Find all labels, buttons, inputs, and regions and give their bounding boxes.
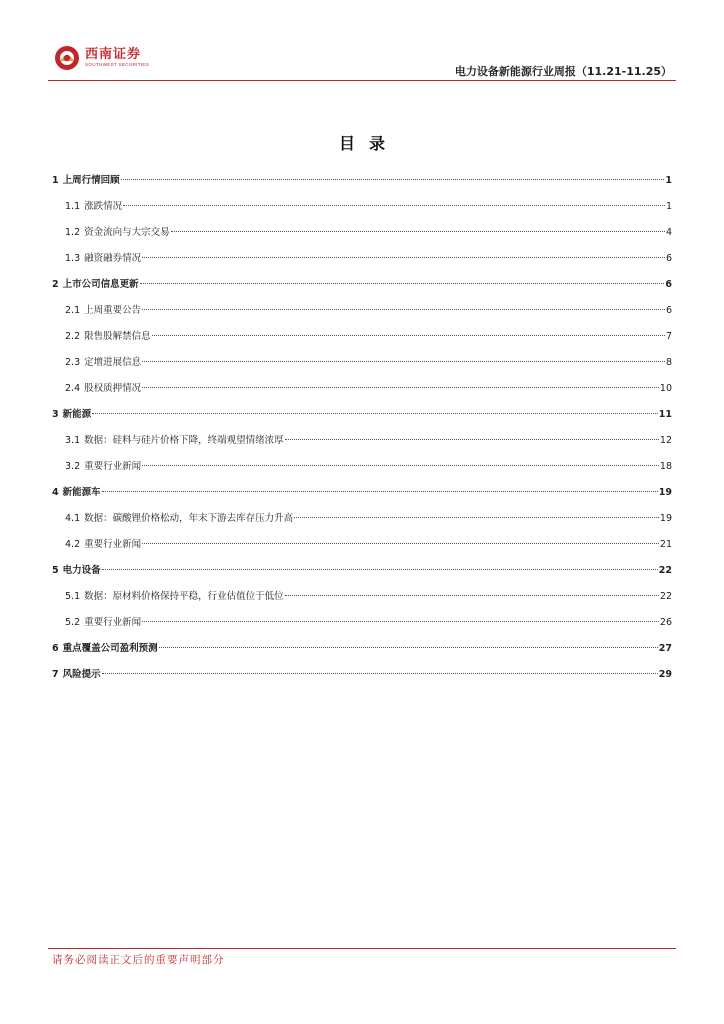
toc-entry[interactable] bbox=[52, 406, 672, 432]
toc-entry-title: 上周行情回顾 bbox=[62, 175, 120, 186]
toc-entry-number: 2 bbox=[52, 279, 59, 290]
toc-entry-page: 1 bbox=[665, 201, 672, 212]
toc-dot-leader bbox=[142, 361, 665, 362]
toc-entry[interactable] bbox=[52, 380, 672, 406]
toc-entry-number: 3.1 bbox=[65, 435, 81, 446]
toc-entry[interactable] bbox=[52, 484, 672, 510]
toc-entry[interactable] bbox=[52, 536, 672, 562]
toc-dot-leader bbox=[102, 673, 658, 674]
table-of-contents bbox=[52, 172, 672, 692]
toc-entry-page: 11 bbox=[658, 409, 672, 420]
toc-entry-page: 6 bbox=[665, 279, 672, 290]
toc-entry-number: 4.1 bbox=[65, 513, 81, 524]
toc-dot-leader bbox=[123, 205, 665, 206]
toc-title: 目录 bbox=[338, 134, 399, 153]
toc-entry-title: 数据：硅料与硅片价格下降，终端观望情绪浓厚 bbox=[84, 435, 284, 446]
toc-entry-number: 5.2 bbox=[65, 617, 81, 628]
toc-entry[interactable] bbox=[52, 614, 672, 640]
toc-entry[interactable] bbox=[52, 666, 672, 692]
toc-entry-number: 4.2 bbox=[65, 539, 81, 550]
toc-entry-page: 22 bbox=[658, 565, 672, 576]
toc-entry[interactable] bbox=[52, 354, 672, 380]
toc-entry-page: 22 bbox=[659, 591, 672, 602]
toc-entry-page: 29 bbox=[658, 669, 672, 680]
toc-entry-page: 7 bbox=[665, 331, 672, 342]
toc-dot-leader bbox=[142, 543, 659, 544]
toc-entry-page: 18 bbox=[659, 461, 672, 472]
toc-entry-page: 12 bbox=[659, 435, 672, 446]
toc-entry-title: 数据：碳酸锂价格松动，年末下游去库存压力升高 bbox=[84, 513, 294, 524]
toc-entry[interactable] bbox=[52, 640, 672, 666]
toc-entry-title: 融资融券情况 bbox=[84, 253, 142, 264]
toc-entry-number: 2.3 bbox=[65, 357, 81, 368]
footer-divider bbox=[48, 948, 676, 949]
toc-entry-number: 5 bbox=[52, 565, 59, 576]
toc-entry-page: 8 bbox=[665, 357, 672, 368]
toc-entry-page: 10 bbox=[659, 383, 672, 394]
toc-dot-leader bbox=[142, 257, 665, 258]
toc-entry[interactable] bbox=[52, 328, 672, 354]
toc-dot-leader bbox=[159, 647, 658, 648]
toc-entry-number: 2.1 bbox=[65, 305, 81, 316]
toc-entry[interactable] bbox=[52, 224, 672, 250]
toc-dot-leader bbox=[121, 179, 665, 180]
toc-entry-page: 21 bbox=[659, 539, 672, 550]
toc-entry-number: 3 bbox=[52, 409, 59, 420]
toc-entry[interactable] bbox=[52, 198, 672, 224]
toc-entry-title: 电力设备 bbox=[62, 565, 101, 576]
toc-entry[interactable] bbox=[52, 172, 672, 198]
toc-entry-page: 4 bbox=[665, 227, 672, 238]
logo-name-cn: 西南证券 bbox=[85, 47, 142, 62]
toc-entry-page: 19 bbox=[658, 487, 672, 498]
toc-entry-title: 重要行业新闻 bbox=[84, 539, 142, 550]
toc-entry-number: 2.4 bbox=[65, 383, 81, 394]
toc-dot-leader bbox=[294, 517, 659, 518]
toc-entry-title: 风险提示 bbox=[62, 669, 101, 680]
toc-entry-page: 1 bbox=[665, 175, 672, 186]
toc-entry[interactable] bbox=[52, 432, 672, 458]
toc-entry-number: 1.3 bbox=[65, 253, 81, 264]
toc-entry[interactable] bbox=[52, 588, 672, 614]
toc-entry-number: 4 bbox=[52, 487, 59, 498]
toc-dot-leader bbox=[285, 439, 659, 440]
toc-dot-leader bbox=[102, 569, 658, 570]
toc-entry-number: 1 bbox=[52, 175, 59, 186]
toc-entry-title: 数据：原材料价格保持平稳，行业估值位于低位 bbox=[84, 591, 284, 602]
toc-dot-leader bbox=[102, 491, 658, 492]
toc-dot-leader bbox=[142, 621, 659, 622]
toc-dot-leader bbox=[152, 335, 665, 336]
toc-entry-title: 定增进展信息 bbox=[84, 357, 142, 368]
toc-entry-number: 2.2 bbox=[65, 331, 81, 342]
toc-entry-title: 上市公司信息更新 bbox=[62, 279, 139, 290]
toc-entry-title: 新能源车 bbox=[62, 487, 101, 498]
toc-entry-page: 6 bbox=[665, 305, 672, 316]
company-logo bbox=[54, 43, 149, 73]
toc-entry-title: 新能源 bbox=[62, 409, 92, 420]
toc-entry-number: 1.1 bbox=[65, 201, 81, 212]
footer-disclaimer: 请务必阅读正文后的重要声明部分 bbox=[52, 954, 225, 966]
report-header-title: 电力设备新能源行业周报（11.21-11.25） bbox=[454, 65, 672, 78]
toc-entry-page: 27 bbox=[658, 643, 672, 654]
toc-entry-title: 限售股解禁信息 bbox=[84, 331, 151, 342]
toc-entry-number: 5.1 bbox=[65, 591, 81, 602]
toc-entry[interactable] bbox=[52, 510, 672, 536]
toc-entry-page: 26 bbox=[659, 617, 672, 628]
toc-entry[interactable] bbox=[52, 250, 672, 276]
toc-entry[interactable] bbox=[52, 562, 672, 588]
toc-dot-leader bbox=[142, 387, 659, 388]
logo-name-en: SOUTHWEST SECURITIES bbox=[85, 62, 150, 67]
toc-entry-title: 股权质押情况 bbox=[84, 383, 142, 394]
toc-dot-leader bbox=[140, 283, 665, 284]
toc-dot-leader bbox=[171, 231, 665, 232]
toc-entry-title: 涨跌情况 bbox=[84, 201, 123, 212]
toc-entry-title: 重点覆盖公司盈利预测 bbox=[62, 643, 158, 654]
toc-entry-number: 7 bbox=[52, 669, 59, 680]
toc-dot-leader bbox=[142, 309, 665, 310]
toc-entry-title: 上周重要公告 bbox=[84, 305, 142, 316]
toc-entry-number: 6 bbox=[52, 643, 59, 654]
toc-entry[interactable] bbox=[52, 302, 672, 328]
toc-entry-page: 19 bbox=[659, 513, 672, 524]
toc-entry-number: 1.2 bbox=[65, 227, 81, 238]
toc-entry[interactable] bbox=[52, 276, 672, 302]
toc-dot-leader bbox=[285, 595, 659, 596]
toc-entry[interactable] bbox=[52, 458, 672, 484]
toc-entry-number: 3.2 bbox=[65, 461, 81, 472]
toc-dot-leader bbox=[92, 413, 658, 414]
header-divider bbox=[48, 80, 676, 81]
toc-entry-title: 重要行业新闻 bbox=[84, 617, 142, 628]
logo-emblem-icon bbox=[54, 45, 80, 71]
toc-entry-title: 重要行业新闻 bbox=[84, 461, 142, 472]
toc-entry-title: 资金流向与大宗交易 bbox=[84, 227, 170, 238]
toc-dot-leader bbox=[142, 465, 659, 466]
toc-entry-page: 6 bbox=[665, 253, 672, 264]
